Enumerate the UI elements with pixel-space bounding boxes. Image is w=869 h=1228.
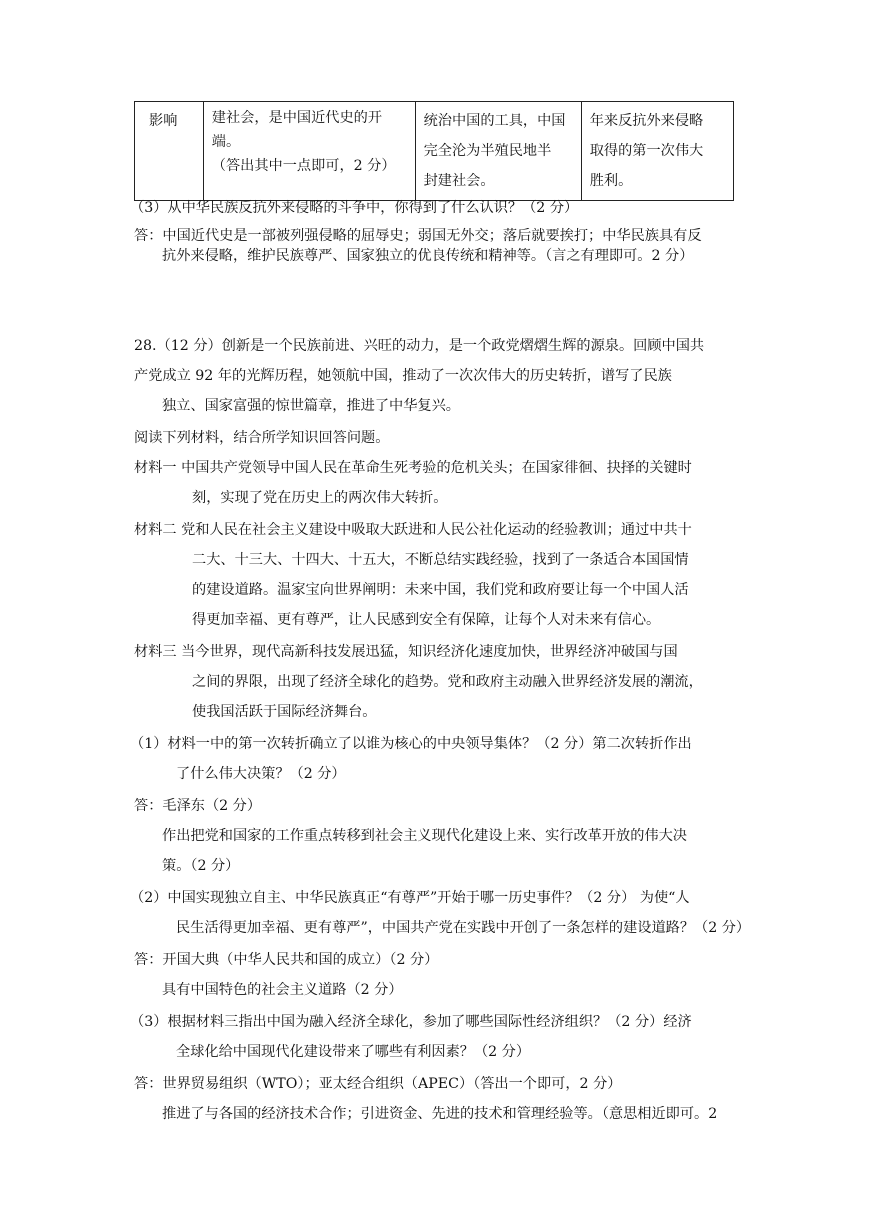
impact-table (134, 101, 734, 201)
question-1-text-cont: 了什么伟大决策？（2 分） (176, 766, 346, 782)
answer-2-text-cont: 具有中国特色的社会主义道路（2 分） (162, 982, 403, 998)
question-3b-text-cont: 全球化给中国现代化建设带来了哪些有利因素？（2 分） (176, 1044, 531, 1060)
reading-instruction: 阅读下列材料，结合所学知识回答问题。 (134, 430, 390, 446)
table-header-label: 影响 (149, 113, 178, 129)
material-two-text-cont: 的建设道路。温家宝向世界阐明：未来中国，我们党和政府要让每一个中国人活 (192, 582, 689, 598)
question-28-intro: 28.（12 分）创新是一个民族前进、兴旺的动力，是一个政党熠熠生辉的源泉。回顾中国共 (134, 338, 705, 354)
material-three-text: 材料三 当今世界，现代高新科技发展迅猛，知识经济化速度加快，世界经济冲破国与国 (134, 644, 678, 660)
answer-2-text: 答：开国大典（中华人民共和国的成立）（2 分） (134, 952, 439, 968)
cell-line: 胜利。 (589, 173, 633, 189)
material-three-text-cont: 之间的界限，出现了经济全球化的趋势。党和政府主动融入世界经济发展的潮流， (192, 674, 703, 690)
answer-3b-text-cont: 推进了与各国的经济技术合作；引进资金、先进的技术和管理经验等。（意思相近即可。2 (162, 1106, 718, 1122)
material-two-text: 材料二 党和人民在社会主义建设中吸取大跃进和人民公社化运动的经验教训；通过中共十 (134, 522, 692, 538)
answer-1-text-cont: 作出把党和国家的工作重点转移到社会主义现代化建设上来、实行改革开放的伟大决 (162, 828, 687, 844)
question-28-intro-cont: 产党成立 92 年的光辉历程，她领航中国，推动了一次次伟大的历史转折，谱写了民族 (134, 368, 672, 384)
material-one-text: 材料一 中国共产党领导中国人民在革命生死考验的危机关头；在国家徘徊、抉择的关键时 (134, 460, 692, 476)
material-two-text-cont: 得更加幸福、更有尊严，让人民感到安全有保障，让每个人对未来有信心。 (192, 612, 661, 628)
table-header-cell (135, 102, 204, 201)
question-28-intro-cont: 独立、国家富强的惊世篇章，推进了中华复兴。 (162, 398, 460, 414)
answer-3-text-cont: 抗外来侵略，维护民族尊严、国家独立的优良传统和精神等。（言之有理即可。2 分） (162, 248, 694, 264)
question-1-text: （1）材料一中的第一次转折确立了以谁为核心的中央领导集体？（2 分）第二次转折作出 (130, 736, 692, 752)
cell-line: 取得的第一次伟大 (589, 143, 704, 159)
material-three-text-cont: 使我国活跃于国际经济舞台。 (192, 704, 377, 720)
cell-line: （答出其中一点即可，2 分） (211, 158, 396, 174)
cell-line: 建社会，是中国近代史的开端。 (211, 110, 383, 150)
answer-3b-text: 答：世界贸易组织（WTO）；亚太经合组织（APEC）（答出一个即可，2 分） (134, 1076, 622, 1092)
cell-line: 封建社会。 (423, 173, 495, 189)
answer-1-text-cont: 策。（2 分） (162, 858, 240, 874)
cell-line: 年来反抗外来侵略 (589, 113, 704, 129)
material-two-text-cont: 二大、十三大、十四大、十五大，不断总结实践经验，找到了一条适合本国国情 (192, 552, 689, 568)
question-3b-text: （3）根据材料三指出中国为融入经济全球化，参加了哪些国际性经济组织？（2 分）经济 (130, 1014, 692, 1030)
question-2-text: （2）中国实现独立自主、中华民族真正“有尊严”开始于哪一历史事件？（2 分） 为使“人 (130, 890, 690, 906)
answer-3-text: 答：中国近代史是一部被列强侵略的屈辱史；弱国无外交；落后就要挨打；中华民族具有反 (134, 228, 702, 244)
table-cell (203, 102, 415, 201)
table-row (135, 102, 734, 201)
answer-1-text: 答：毛泽东（2 分） (134, 798, 262, 814)
table-cell (581, 102, 733, 201)
material-one-text-cont: 刻，实现了党在历史上的两次伟大转折。 (192, 490, 448, 506)
question-2-text-cont: 民生活得更加幸福、更有尊严”，中国共产党在实践中开创了一条怎样的建设道路？（2 分） (176, 920, 751, 936)
question-3-text: （3）从中华民族反抗外来侵略的斗争中，你得到了什么认识？（2 分） (130, 200, 579, 216)
cell-line: 完全沦为半殖民地半 (423, 143, 552, 159)
cell-line: 统治中国的工具，中国 (423, 113, 566, 129)
table-cell (415, 102, 581, 201)
